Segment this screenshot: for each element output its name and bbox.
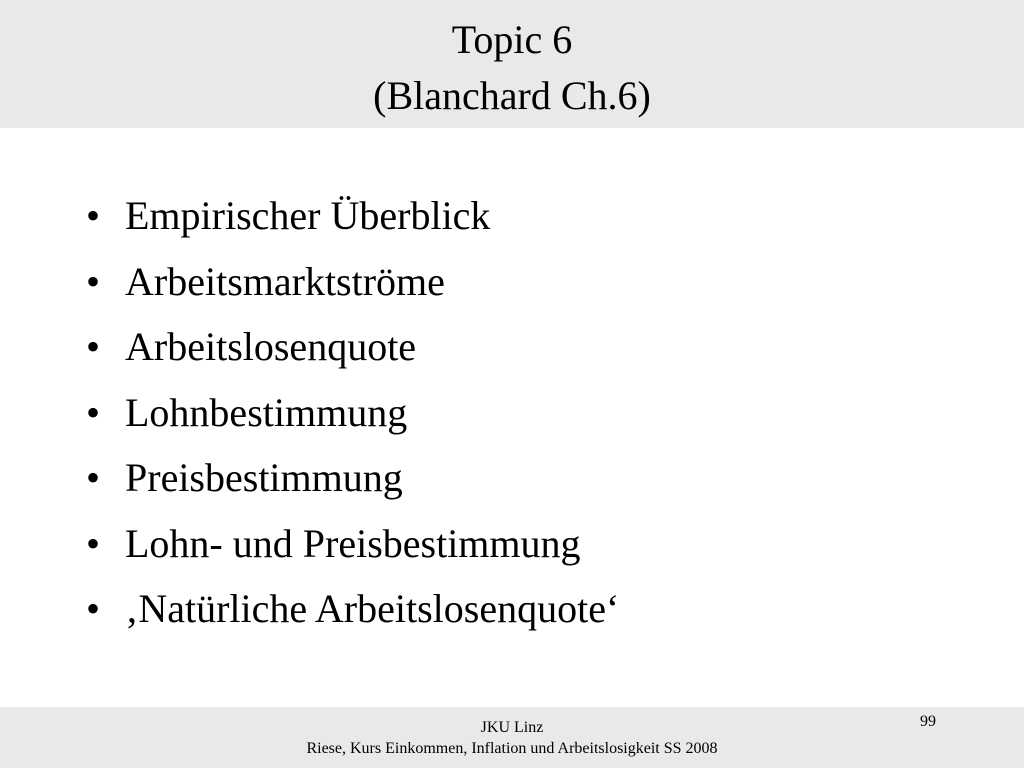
bullet-marker: •: [86, 520, 101, 566]
footer-course: Riese, Kurs Einkommen, Inflation und Arbeitslosigkeit SS 2008: [306, 740, 718, 757]
bullet-text: Lohnbestimmung: [125, 389, 408, 435]
bullet-item: [86, 380, 619, 446]
footer-institution: JKU Linz: [480, 719, 544, 736]
bullet-text: Lohn- und Preisbestimmung: [125, 520, 581, 566]
bullet-marker: •: [86, 586, 101, 632]
bullet-marker: •: [86, 193, 101, 239]
bullet-text: Preisbestimmung: [125, 455, 403, 501]
page-number: 99: [920, 713, 936, 730]
bullet-item: [86, 249, 619, 315]
bullet-marker: •: [86, 389, 101, 435]
bullet-text: Arbeitsmarktströme: [125, 258, 445, 304]
bullet-marker: •: [86, 324, 101, 370]
bullet-item: [86, 183, 619, 249]
bullet-list: [86, 183, 619, 642]
bullet-marker: •: [86, 258, 101, 304]
slide-title: Topic 6: [451, 17, 573, 62]
bullet-item: [86, 314, 619, 380]
slide-subtitle: (Blanchard Ch.6): [373, 73, 651, 118]
bullet-text: Arbeitslosenquote: [125, 324, 417, 370]
bullet-marker: •: [86, 455, 101, 501]
slide-header: [0, 0, 1024, 128]
bullet-text: ‚Natürliche Arbeitslosenquote‘: [125, 586, 620, 632]
slide-footer: [0, 707, 1024, 768]
bullet-text: Empirischer Überblick: [125, 193, 491, 239]
bullet-item: [86, 511, 619, 577]
bullet-item: [86, 445, 619, 511]
bullet-item: [86, 576, 619, 642]
